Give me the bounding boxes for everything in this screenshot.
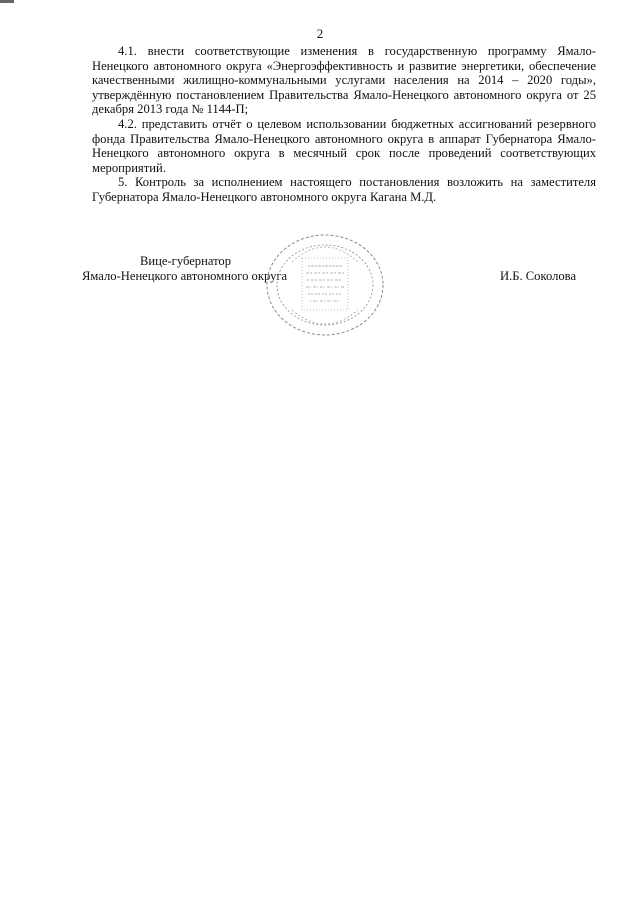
official-seal-stamp [262,222,388,348]
scan-corner-mark [0,0,14,3]
paragraph-4-2: 4.2. представить отчёт о целевом использовании бюджетных ассигнований резервного фонда Правительства Ямало-Ненецкого автономного округа в аппарат Губернатора Ямало-Ненецкого автономного округа в месячный срок после проведений соответствующих мероприятий. [92,116,596,175]
signatory-organization: Ямало-Ненецкого автономного округа [82,269,288,283]
signatory-position: Вице-губернатор [140,254,232,268]
signatory-name: И.Б. Соколова [500,269,577,283]
paragraph-4-1: 4.1. внести соответствующие изменения в государственную программу Ямало-Ненецкого автономного округа «Энергоэффективность и развитие энергетики, обеспечение качественными жилищно-коммунальными услугами населения на 2014 – 2020 годы», утверждённую постановлением Правительства Ямало-Ненецкого автономного округа от 25 декабря 2013 года № 1144-П; [92,44,596,117]
paragraph-5: 5. Контроль за исполнением настоящего постановления возложить на заместителя Губернатора Ямало-Ненецкого автономного округа Кагана М.Д. [92,175,596,204]
document-body [92,44,596,205]
page-number: 2 [316,26,324,41]
